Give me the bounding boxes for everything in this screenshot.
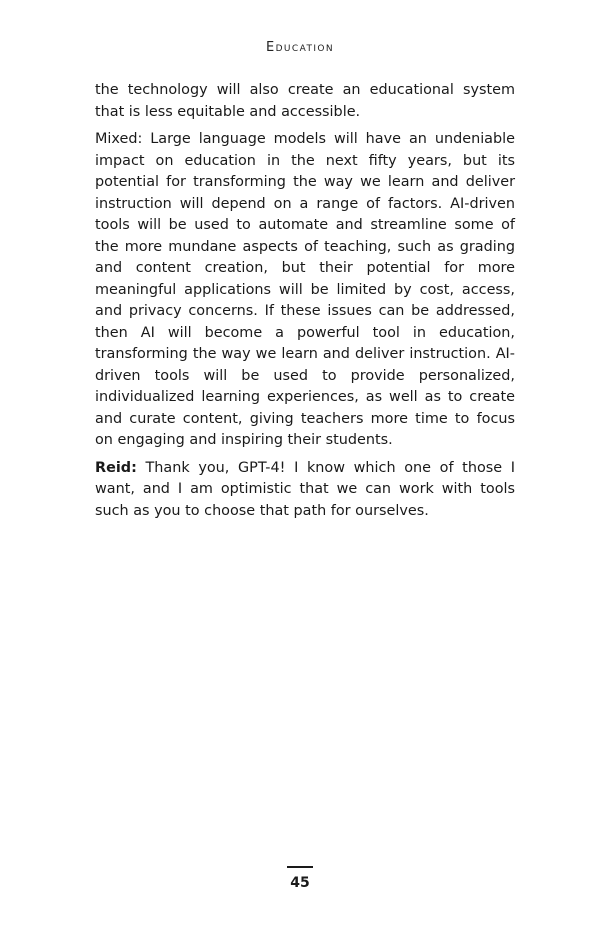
folio-rule	[287, 866, 313, 868]
reid-dialogue: Thank you, GPT-4! I know which one of those I want, and I am optimistic that we can work with tools such as you to choose that path for ourselves.	[95, 459, 515, 519]
page-number: 45	[290, 875, 310, 891]
paragraph-mixed: Mixed: Large language models will have an undeniable impact on education in the next fifty years, but its potential for transforming the way we learn and deliver instruction will depend on a range of factors. AI-driven tools will be used to automate and streamline some of the more mundane aspects of teaching, such as grading and content creation, but their potential for more meaningful applications will be limited by cost, access, and privacy concerns. If these issues can be addressed, then AI will become a powerful tool in education, transforming the way we learn and deliver instruction. AI-driven tools will be used to provide personalized, individualized learning experiences, as well as to create and curate content, giving teachers more time to focus on engaging and inspiring their students.	[95, 131, 515, 448]
folio	[0, 866, 600, 891]
running-head: Education	[265, 40, 335, 55]
speaker-name: Reid:	[95, 459, 137, 476]
body-text	[95, 80, 515, 528]
paragraph-continuation: the technology will also create an educational system that is less equitable and accessible.	[95, 82, 515, 120]
paragraph-reid	[95, 458, 515, 523]
